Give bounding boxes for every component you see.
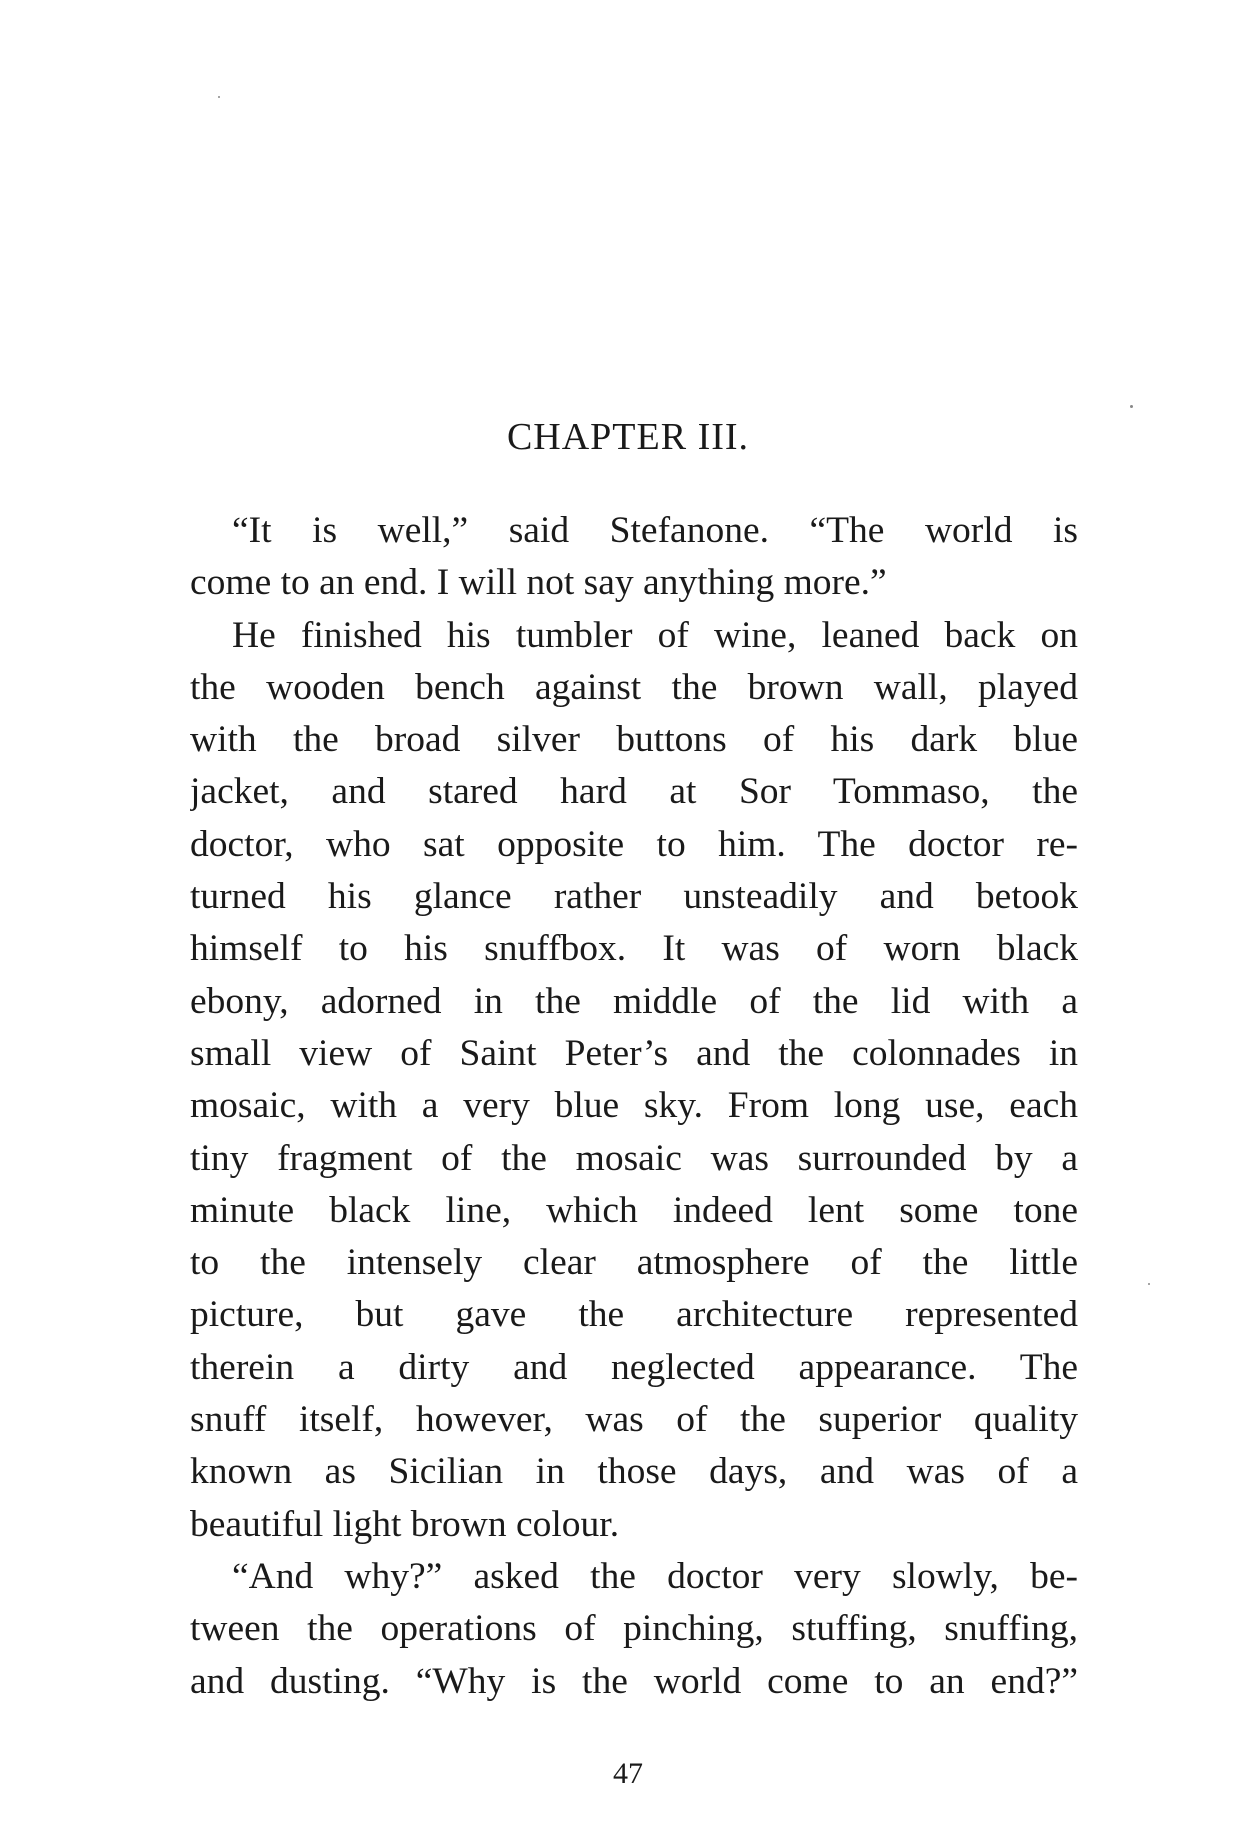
- text-line: to the intensely clear atmosphere of the little: [190, 1242, 1078, 1284]
- text-line: beautiful light brown colour.: [190, 1503, 620, 1545]
- text-line: with the broad silver buttons of his dark blue: [190, 719, 1078, 761]
- text-line: minute black line, which indeed lent some tone: [190, 1189, 1078, 1231]
- text-line: doctor, who sat opposite to him. The doctor re-: [190, 823, 1078, 865]
- chapter-title: CHAPTER III.: [506, 416, 750, 458]
- page-number: 47: [613, 1757, 643, 1790]
- text-line: the wooden bench against the brown wall, played: [190, 666, 1078, 708]
- body-text: [190, 505, 1078, 1708]
- text-line: jacket, and stared hard at Sor Tommaso, the: [190, 771, 1078, 813]
- text-line: picture, but gave the architecture represented: [190, 1294, 1078, 1336]
- text-line: and dusting. “Why is the world come to an end?”: [190, 1660, 1078, 1702]
- text-line: mosaic, with a very blue sky. From long use, each: [190, 1085, 1078, 1127]
- scan-speck: [1130, 405, 1133, 408]
- text-line: tween the operations of pinching, stuffing, snuffing,: [190, 1608, 1078, 1650]
- text-line: turned his glance rather unsteadily and betook: [190, 876, 1078, 918]
- text-line: He finished his tumbler of wine, leaned back on: [232, 614, 1078, 656]
- text-line: tiny fragment of the mosaic was surrounded by a: [190, 1137, 1078, 1179]
- text-line: “And why?” asked the doctor very slowly, be-: [232, 1555, 1078, 1597]
- scan-speck: [1148, 1283, 1150, 1285]
- text-line: small view of Saint Peter’s and the colonnades in: [190, 1032, 1078, 1074]
- text-line: snuff itself, however, was of the superior quality: [190, 1399, 1078, 1441]
- text-line: therein a dirty and neglected appearance. The: [190, 1346, 1078, 1388]
- text-line: “It is well,” said Stefanone. “The world is: [232, 510, 1078, 551]
- text-line: ebony, adorned in the middle of the lid with a: [190, 980, 1078, 1022]
- text-line: known as Sicilian in those days, and was of a: [190, 1451, 1078, 1493]
- text-line: himself to his snuffbox. It was of worn black: [190, 928, 1078, 970]
- scan-speck: [218, 96, 220, 98]
- text-line: come to an end. I will not say anything more.”: [190, 562, 887, 604]
